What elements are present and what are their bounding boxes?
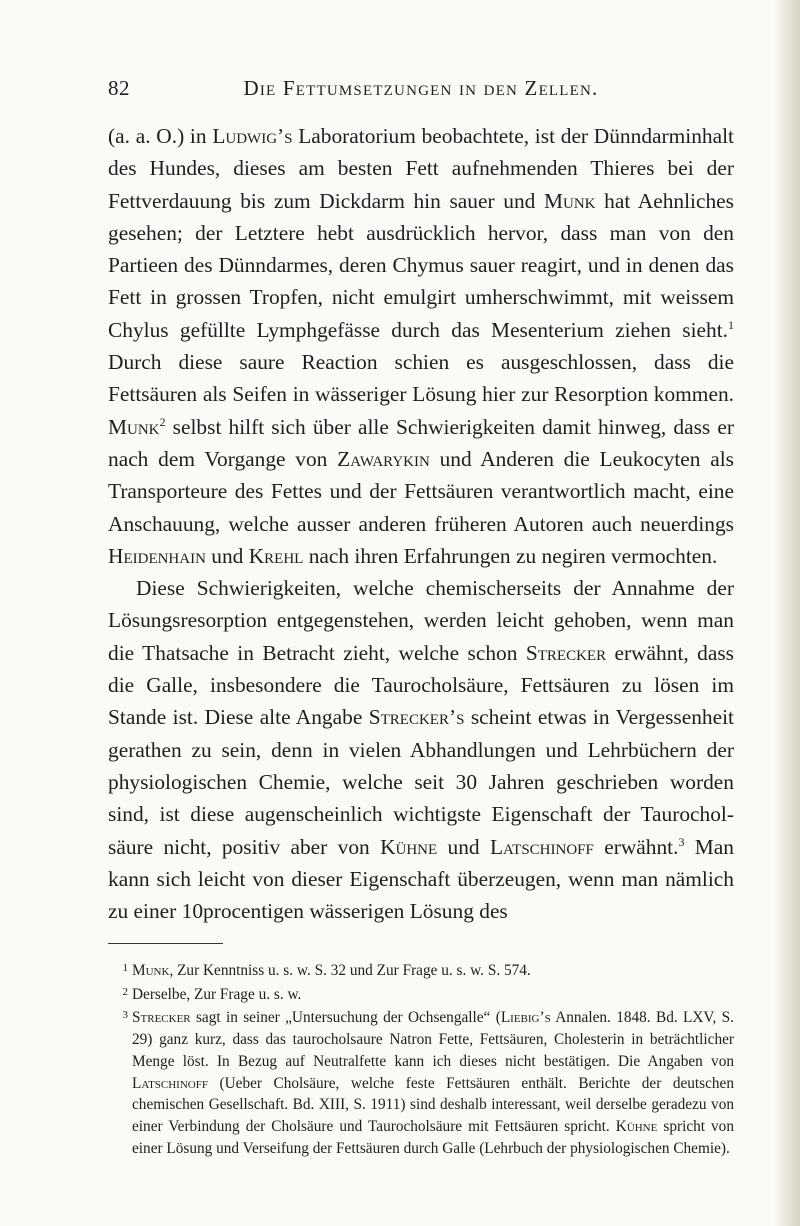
author-name: Strecker’s (368, 705, 465, 730)
author-name: Liebig’s (500, 1009, 551, 1027)
paragraph-2 (108, 572, 734, 927)
author-name: Munk (543, 188, 596, 213)
footnotes (108, 958, 734, 1159)
author-name: Munk (108, 414, 160, 439)
text-run: (a. a. O.) in (108, 124, 213, 148)
body-text (108, 120, 734, 927)
footnote-ref: 3 (678, 834, 685, 849)
footnote-mark: 2 (122, 985, 128, 998)
footnote-3 (108, 1005, 734, 1159)
text-run: nach ihren Erfahrungen zu negiren vermochten. (303, 543, 718, 568)
footnote-1 (108, 958, 734, 982)
text-run: Man kann sich leicht von dieser Eigenschaft überzeugen, wenn man nämlich zu einer 10procentigen wässerigen Lösung des (108, 834, 734, 924)
text-run: Laboratorium beobachtete, ist der Dünndarminhalt des Hundes, dieses am besten Fett aufnehmenden Thieres bei der Fettverdauung bis zum Dickdarm hin sauer und (108, 124, 734, 213)
footnote-ref: 1 (728, 317, 734, 332)
text-run: selbst hilft sich über alle Schwierigkeiten damit hinweg, dass er nach dem Vorgange von (108, 414, 734, 471)
text-run: (Ueber Cholsäure, welche feste Fettsäuren enthält. Berichte der deutschen chemischen Gesellschaft. Bd. XIII, S. 1911) sind deshalb interessant, weil derselbe geradezu von einer Verbindung der Cholsäure und Taurocholsäure mit Fettsäuren spricht. (132, 1074, 734, 1135)
author-name: Strecker (132, 1009, 191, 1027)
author-name: Heidenhain (108, 543, 206, 568)
text-run: scheint etwas in Vergessenheit gerathen zu sein, denn in vielen Abhandlungen und Lehrbüchern der physiologischen Chemie, welche seit 30 Jahren geschrieben worden sind, ist diese augenscheinlich wichtigste Eigenschaft der Taurocholsäure nicht, positiv aber von (108, 705, 734, 859)
text-run: und (437, 834, 490, 859)
author-name: Kühne (615, 1117, 658, 1135)
footnote-mark: 3 (122, 1009, 128, 1022)
running-title: Die Fettumsetzungen in den Zellen. (243, 76, 599, 100)
text-run: Annalen. 1848. Bd. LXV, S. 29) ganz kurz, dass das taurocholsaure Natron Fette, Fettsäuren, Cholesterin in beträchtlicher Menge löst. In Bezug auf Neutralfette kann ich dieses nicht bestätigen. Die Angaben von (132, 1009, 734, 1070)
text-run: Derselbe, Zur Frage u. s. w. (132, 985, 302, 1003)
author-name: Ludwig’s (212, 124, 293, 148)
footnote-ref: 2 (159, 414, 166, 429)
page-edge-shadow (774, 0, 800, 1226)
author-name: Strecker (525, 640, 607, 665)
running-header (108, 76, 734, 106)
footnote-divider (108, 943, 223, 944)
author-name: Kühne (380, 834, 438, 859)
page-number: 82 (108, 76, 130, 100)
footnote-mark: 1 (122, 962, 128, 974)
text-run: erwähnt, dass die Galle, insbesondere die Taurocholsäure, Fettsäuren zu lösen im Stande ist. Diese alte Angabe (108, 640, 734, 730)
author-name: Zawarykin (337, 446, 430, 471)
text-run: Durch diese saure Reaction schien es ausgeschlossen, dass die Fettsäuren als Seifen in wässeriger Lösung hier zur Resorption kommen. (108, 350, 734, 407)
text-run: Diese Schwierigkeiten, welche chemischerseits der Annahme der Lösungsresorption entgegenstehen, werden leicht gehoben, wenn man die Thatsache in Betracht zieht, welche schon (108, 576, 734, 665)
text-run: sagt in seiner „Untersuchung der Ochsengalle“ ( (190, 1009, 501, 1027)
text-run: erwähnt. (593, 834, 679, 859)
paragraph-1 (108, 120, 734, 572)
text-run: hat Aehnliches gesehen; der Letztere hebt ausdrücklich hervor, dass man von den Partieen des Dünndarmes, deren Chymus sauer reagirt, und in denen das Fett in grossen Tropfen, nicht emulgirt umherschwimmt, mit weissem Chylus gefüllte Lymphgefässe durch das Mesenterium ziehen sieht. (108, 188, 734, 342)
text-run: und Anderen die Leukocyten als Transporteure des Fettes und der Fettsäuren verantwortlich macht, eine Anschauung, welche ausser anderen früheren Autoren auch neuerdings (108, 446, 735, 536)
author-name: Krehl (248, 543, 304, 568)
author-name: Munk (132, 962, 170, 979)
text-run: und (205, 543, 249, 568)
text-run: , Zur Kenntniss u. s. w. S. 32 und Zur Frage u. s. w. S. 574. (169, 962, 531, 979)
text-run: spricht von einer Lösung und Verseifung der Fettsäuren durch Galle (Lehrbuch der physiologischen Chemie). (132, 1117, 734, 1157)
footnote-2 (108, 982, 734, 1006)
author-name: Latschinoff (132, 1074, 208, 1092)
author-name: Latschinoff (489, 834, 594, 859)
